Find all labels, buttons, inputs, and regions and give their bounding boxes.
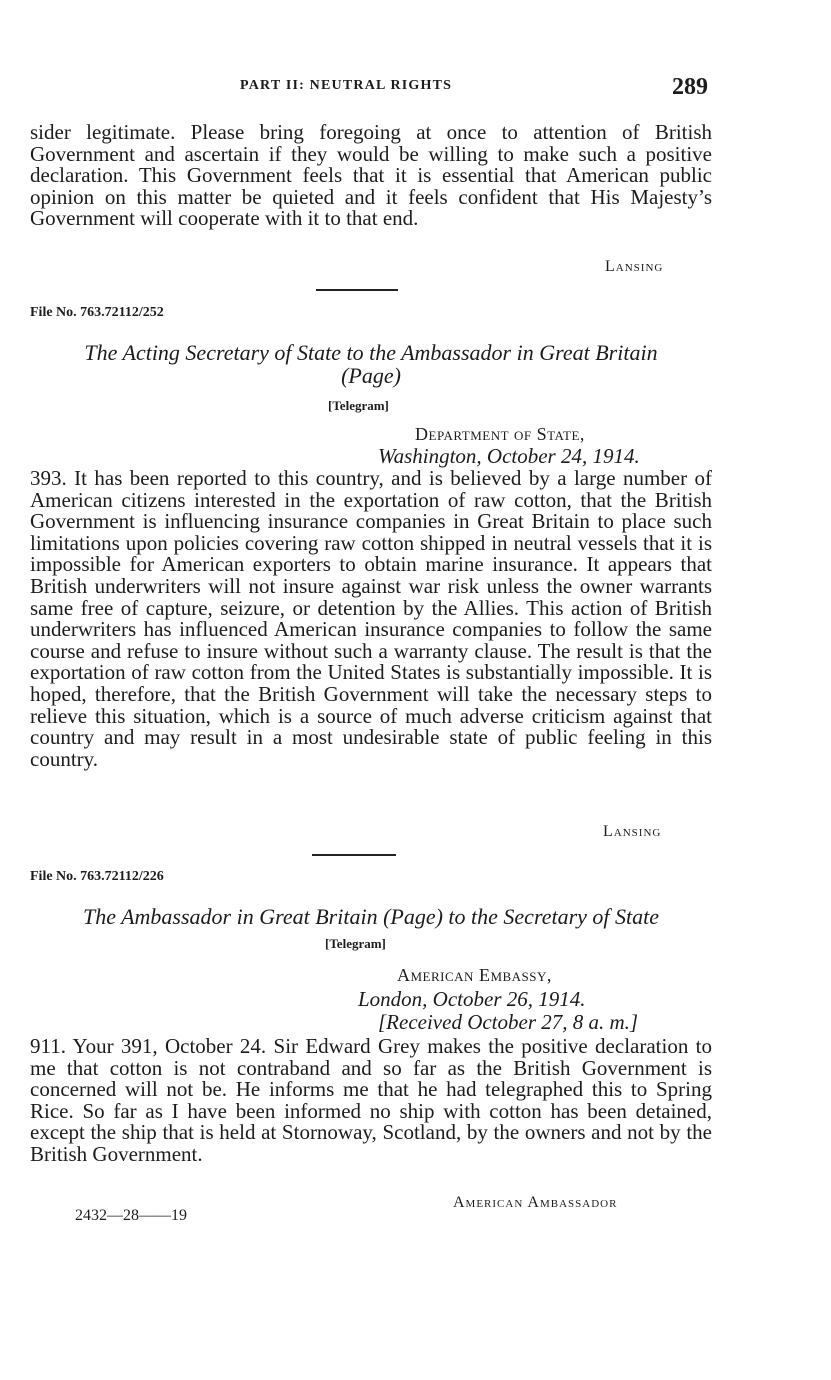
doc2-dateline-org: Department of State, <box>415 424 585 444</box>
doc2-dateline-place: Washington, October 24, 1914. <box>378 444 640 468</box>
doc3-dateline-received: [Received October 27, 8 a. m.] <box>378 1010 639 1034</box>
doc3-title: The Ambassador in Great Britain (Page) to the Secretary of State <box>83 904 659 929</box>
doc2-paragraph: 393. It has been reported to this country, and is believed by a large number of American citizens interested in the exportation of raw cotton, that the British Government is influencing insurance companies in Great Britain to place such limitations upon policies covering raw cotton shipped in neutral vessels that it is impossible for American exporters to obtain marine insurance. It appears that British underwriters will not insure against war risk unless the owner warrants same free of capture, seizure, or detention by the Allies. This action of British underwriters has influenced American insurance companies to follow the same course and refuse to insure without such a warranty clause. The result is that the exportation of raw cotton from the United States is substantially impossible. It is hoped, therefore, that the British Government will take the necessary steps to relieve this situation, which is a source of much adverse criticism against that country and may result in a most undesirable state of public feeling in this country. <box>30 466 712 771</box>
doc1-signature: Lansing <box>605 258 664 275</box>
doc3-file-number: File No. 763.72112/226 <box>30 869 164 884</box>
doc2-file-number: File No. 763.72112/252 <box>30 305 164 320</box>
running-head: PART II: NEUTRAL RIGHTS <box>240 78 453 93</box>
doc2-title-line1: The Acting Secretary of State to the Ambassador in Great Britain <box>84 340 658 365</box>
section-divider <box>316 289 398 291</box>
doc3-dateline-org: American Embassy, <box>397 965 552 985</box>
section-divider <box>312 854 396 856</box>
doc1-paragraph: sider legitimate. Please bring foregoing at once to attention of British Government and ascertain if they would be willing to make such a positive declaration. This Government feels that it is essential that American public opinion on this matter be quieted and it feels confident that His Majesty’s Government will cooperate with it to that end. <box>30 120 712 231</box>
doc3-dateline-place: London, October 26, 1914. <box>358 987 586 1011</box>
doc2-telegram-label: [Telegram] <box>328 398 389 413</box>
doc2-signature: Lansing <box>603 823 662 840</box>
print-code: 2432—28——19 <box>75 1207 187 1224</box>
page-number: 289 <box>672 74 708 100</box>
doc3-telegram-label: [Telegram] <box>325 936 386 951</box>
doc3-signature: American Ambassador <box>453 1194 618 1211</box>
doc3-paragraph: 911. Your 391, October 24. Sir Edward Grey makes the positive declaration to me that cotton is not contraband and so far as the British Government is concerned will not be. He informs me that he had telegraphed this to Spring Rice. So far as I have been informed no ship with cotton has been detained, except the ship that is held at Stornoway, Scotland, by the owners and not by the British Government. <box>30 1034 712 1166</box>
doc2-title-line2: (Page) <box>341 363 401 388</box>
